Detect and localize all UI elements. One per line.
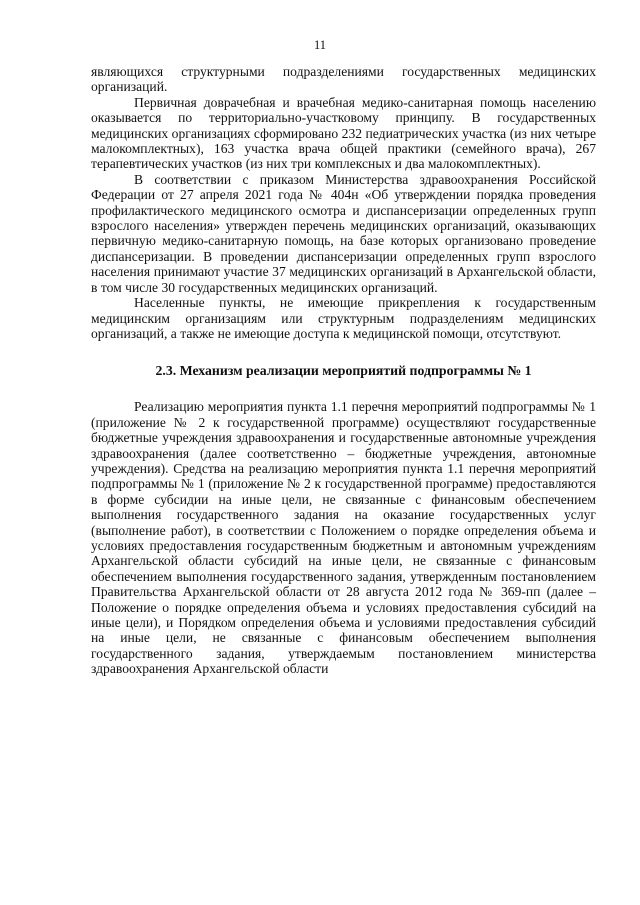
body-paragraph: являющихся структурными подразделениями государственных медицинских организаций. — [91, 64, 596, 95]
body-paragraph: Первичная доврачебная и врачебная медико-санитарная помощь населению оказывается по территориально-участковому принципу. В государственных медицинских организациях сформировано 232 педиатрических участка (из них четыре малокомплектных), 163 участка врача общей практики (семейного врача), 267 терапевтических участков (из них три комплексных и два малокомплектных). — [91, 94, 596, 172]
paragraphs-after-heading — [91, 399, 596, 676]
paragraphs-before-heading — [91, 64, 596, 341]
body-paragraph: Населенные пункты, не имеющие прикрепления к государственным медицинским организациям или структурным подразделениям медицинских организаций, а также не имеющие доступа к медицинской помощи, отсутствуют. — [91, 295, 596, 341]
document-body — [91, 64, 596, 677]
section-heading: 2.3. Механизм реализации мероприятий подпрограммы № 1 — [155, 363, 532, 379]
body-paragraph: В соответствии с приказом Министерства здравоохранения Российской Федерации от 27 апреля 2021 года № 404н «Об утверждении порядка проведения профилактического медицинского осмотра и диспансеризации определенных групп взрослого населения» утвержден перечень медицинских организаций, оказывающих первичную медико-санитарную помощь, на базе которых организовано проведение диспансеризации. В проведении диспансеризации определенных групп взрослого населения принимают участие 37 медицинских организаций в Архангельской области, в том числе 30 государственных медицинских организаций. — [91, 171, 596, 295]
body-paragraph: Реализацию мероприятия пункта 1.1 перечня мероприятий подпрограммы № 1 (приложение № 2 к государственной программе) осуществляют государственные бюджетные учреждения здравоохранения и государственные автономные учреждения здравоохранения (далее соответственно – бюджетные учреждения, автономные учреждения). Средства на реализацию мероприятия пункта 1.1 перечня мероприятий подпрограммы № 1 (приложение № 2 к государственной программе) предоставляются в форме субсидии на иные цели, не связанные с финансовым обеспечением выполнения государственного задания на оказание государственных услуг (выполнение работ), в соответствии с Положением о порядке определения объема и условиях предоставления государственным бюджетным и автономным учреждениям Архангельской области субсидий на иные цели, не связанные с финансовым обеспечением выполнения государственного задания, утвержденным постановлением Правительства Архангельской области от 28 августа 2012 года № 369-пп (далее – Положение о порядке определения объема и условиях предоставления субсидий на иные цели), и Порядком определения объема и условиями предоставления субсидий на иные цели, не связанные с финансовым обеспечением выполнения государственного задания, утверждаемым постановлением министерства здравоохранения Архангельской области — [91, 399, 596, 677]
page-number: 11 — [313, 38, 327, 52]
